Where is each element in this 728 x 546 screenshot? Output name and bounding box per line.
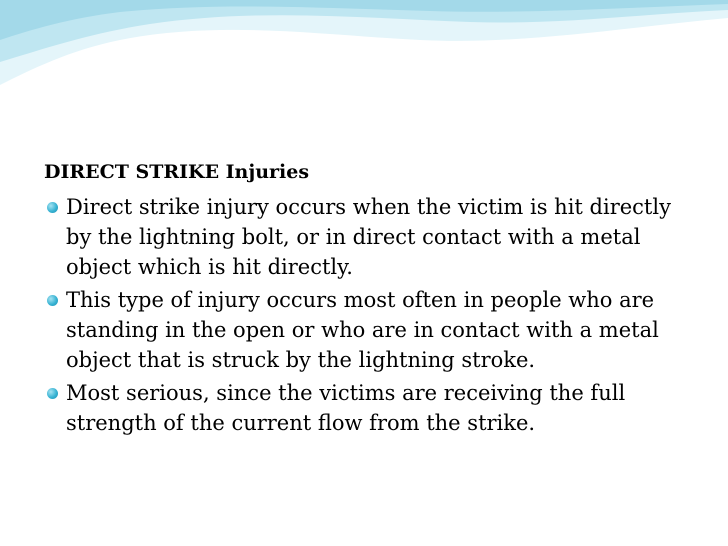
bullet-text: This type of injury occurs most often in people who are standing in the open or who are in contact with a metal object that is struck by the lightning stroke.: [66, 288, 659, 372]
bullet-list: [44, 192, 694, 438]
bullet-dot-icon: [47, 202, 58, 213]
wave-header-decoration: [0, 0, 728, 95]
bullet-item: [44, 192, 694, 282]
slide-heading: DIRECT STRIKE Injuries: [44, 161, 310, 183]
bullet-text: Most serious, since the victims are receiving the full strength of the current flow from the strike.: [66, 381, 626, 435]
bullet-item: [44, 378, 694, 438]
bullet-dot-icon: [47, 388, 58, 399]
bullet-item: [44, 285, 694, 375]
bullet-dot-icon: [47, 295, 58, 306]
bullet-text: Direct strike injury occurs when the victim is hit directly by the lightning bolt, or in direct contact with a metal object which is hit directly.: [66, 195, 671, 279]
slide-content: [44, 158, 694, 441]
